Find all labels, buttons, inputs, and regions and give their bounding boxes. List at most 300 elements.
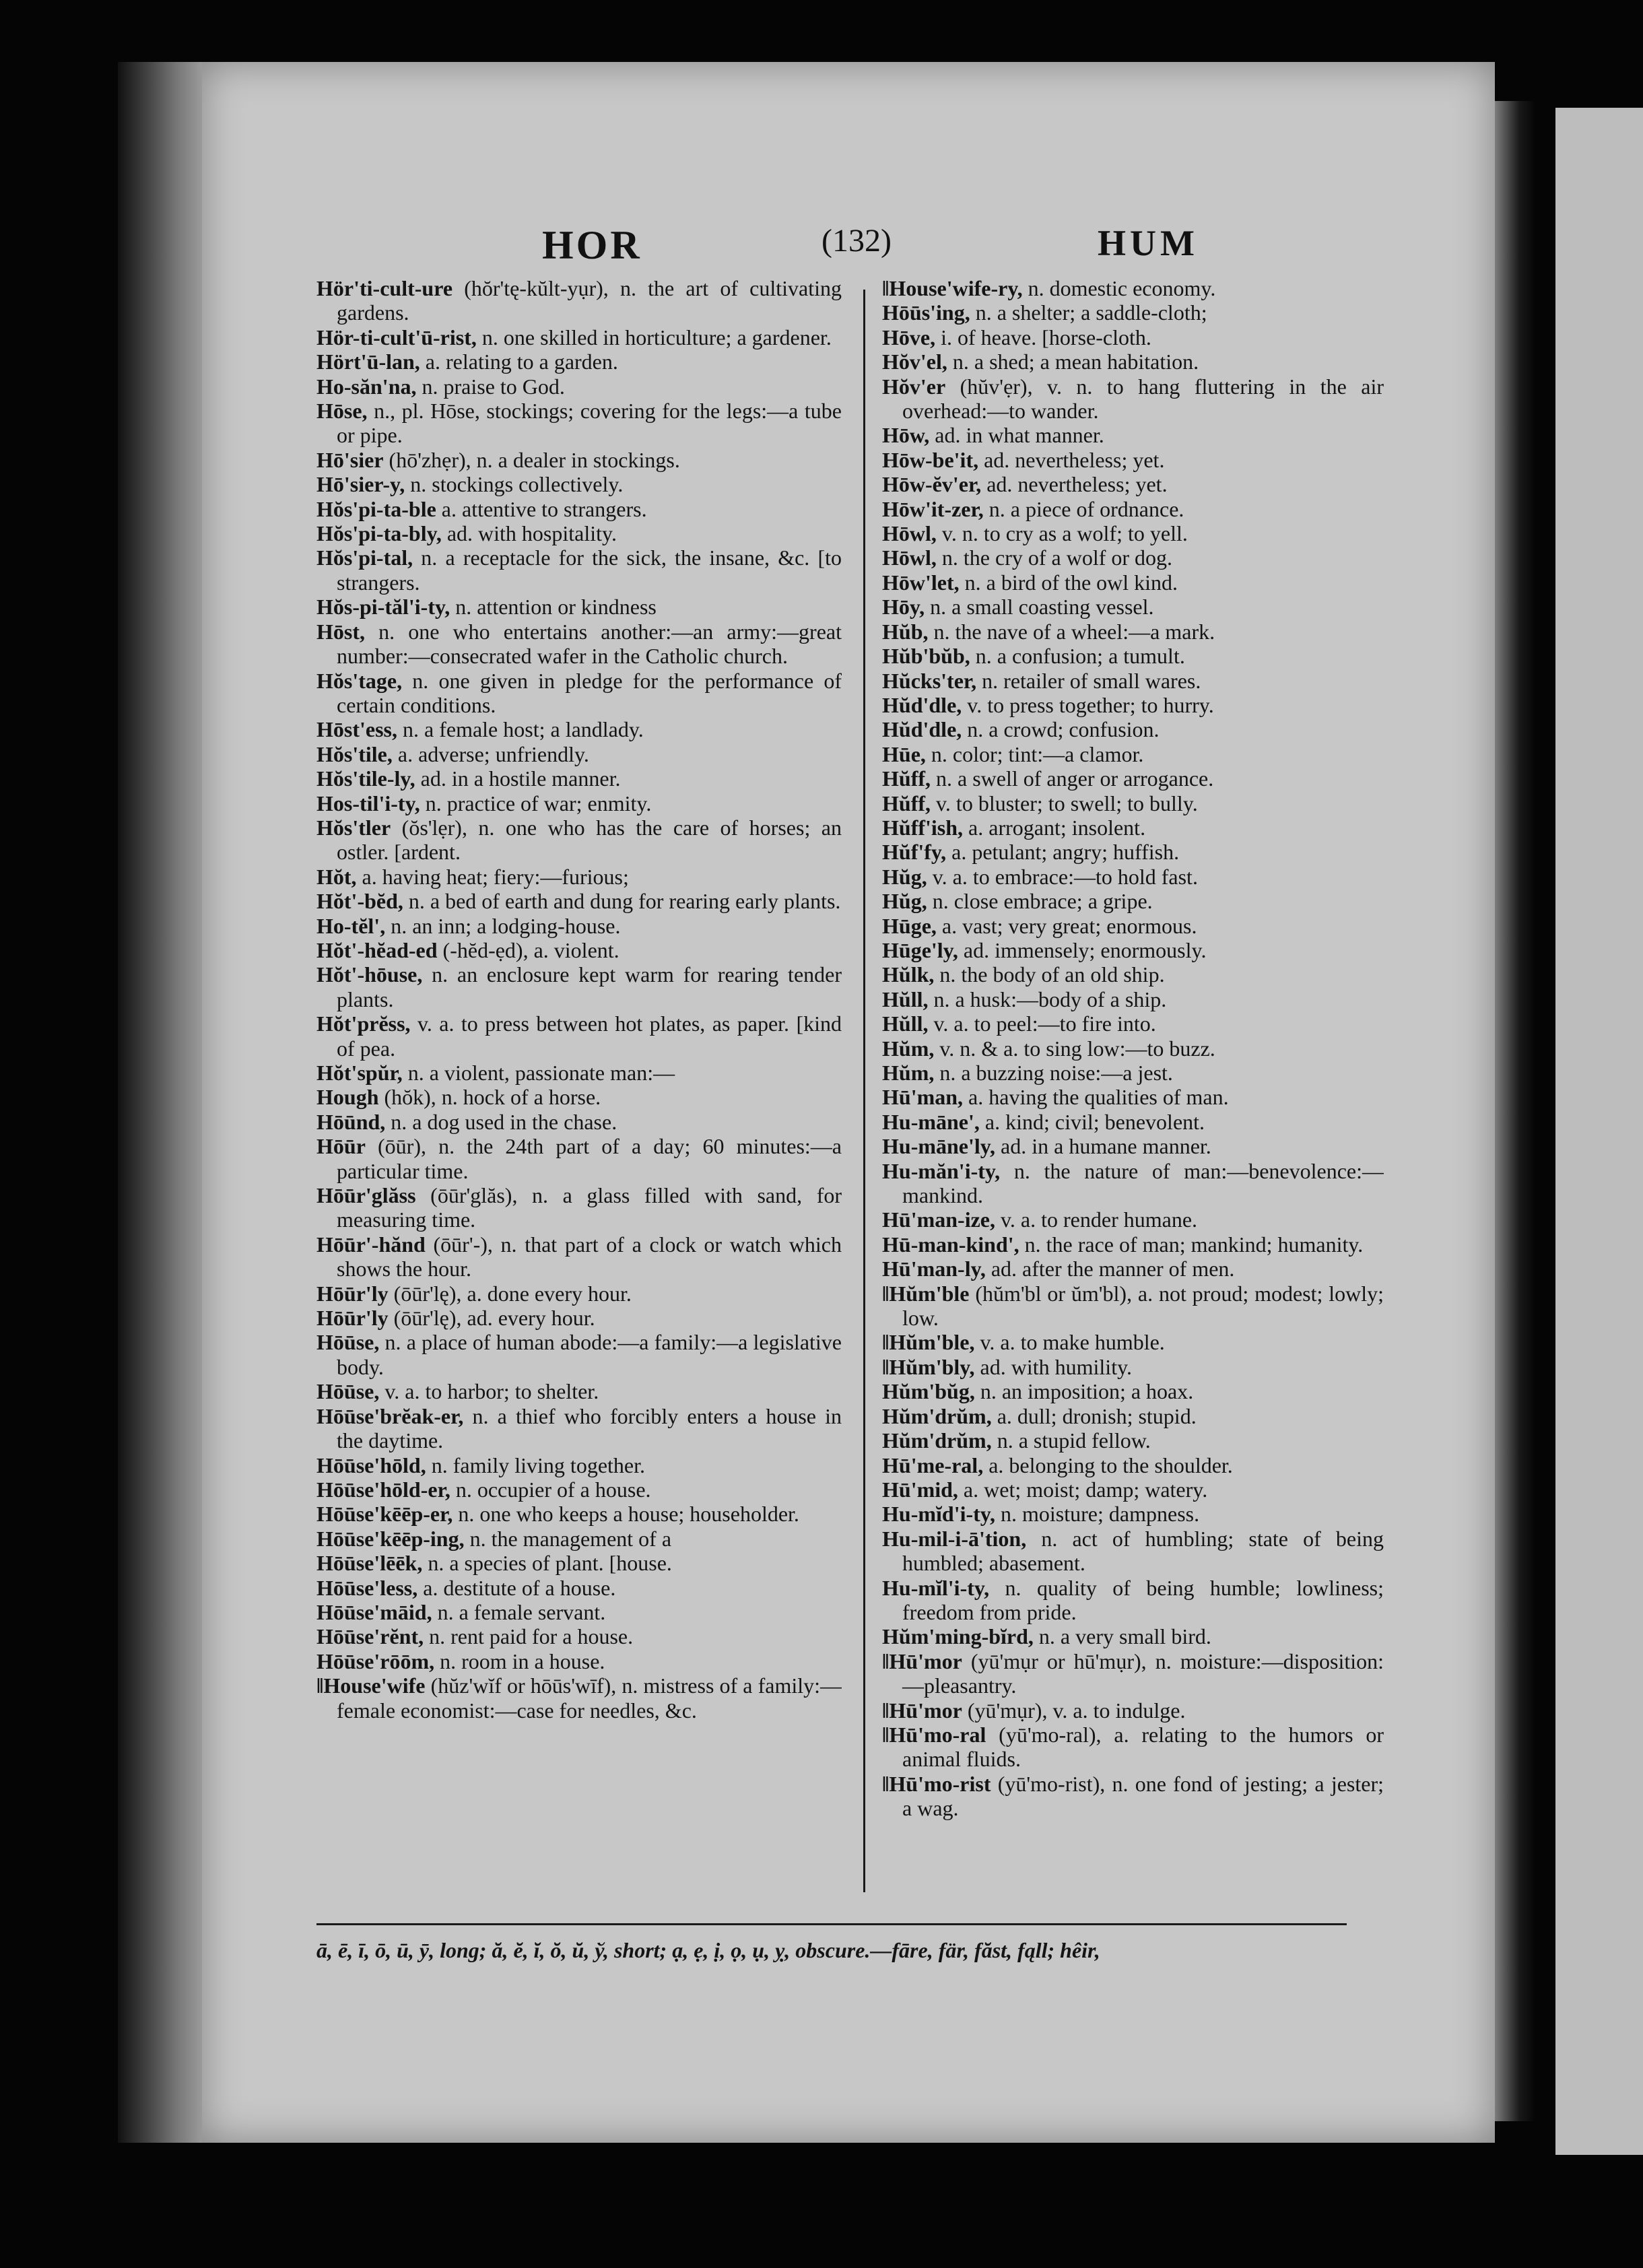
entry-definition: v. a. to press between hot plates, as paper. [kind of pea. (337, 1011, 842, 1061)
entry-headword: Ho-săn'na, (316, 374, 417, 399)
entry-definition: (ōūr'lę), a. done every hour. (393, 1281, 632, 1306)
dictionary-entry (316, 325, 842, 349)
adjacent-page (1555, 108, 1643, 2155)
entry-headword: ‖Hŭm'ble, (882, 1330, 975, 1355)
entry-headword: Hŭf'fy, (882, 840, 947, 865)
entry-definition: n. an inn; a lodging-house. (391, 913, 621, 938)
dictionary-entry (316, 889, 842, 913)
dictionary-entry (882, 1257, 1384, 1281)
entry-headword: Hō'sier-y, (316, 472, 405, 497)
entry-headword: Hŭm'bŭg, (882, 1379, 975, 1404)
entry-headword: Hŏs'tile-ly, (316, 766, 415, 791)
entry-definition: a. arrogant; insolent. (968, 815, 1146, 840)
entry-definition: a. vast; very great; enormous. (941, 913, 1197, 938)
entry-definition: ad. after the manner of men. (991, 1257, 1235, 1281)
dictionary-entry (882, 276, 1384, 300)
entry-definition: v. a. to render humane. (1000, 1207, 1198, 1232)
entry-headword: Hōūse'brĕak-er, (316, 1403, 464, 1428)
entry-headword: Hört'ū-lan, (316, 349, 420, 374)
entry-definition: v. a. to embrace:—to hold fast. (932, 864, 1198, 889)
entry-definition: (yū'mo-rist), n. one fond of jesting; a jester; a wag. (902, 1771, 1384, 1821)
dictionary-entry (882, 1281, 1384, 1331)
entry-definition: ad. nevertheless; yet. (984, 447, 1165, 472)
dictionary-entry (882, 497, 1384, 521)
entry-headword: Hŏt'spŭr, (316, 1061, 403, 1085)
entry-definition: n. practice of war; enmity. (425, 791, 652, 815)
dictionary-entry (316, 497, 842, 521)
dictionary-entry (882, 889, 1384, 913)
dictionary-entry (316, 1232, 842, 1281)
right-column (882, 276, 1384, 1906)
entry-definition: n. one given in pledge for the performance of certain conditions. (337, 668, 842, 717)
entry-definition: n. a confusion; a tumult. (975, 644, 1185, 669)
entry-headword: Hōūse'lēēk, (316, 1551, 423, 1576)
entry-headword: Hūge'ly, (882, 937, 958, 962)
entry-headword: Hŭm, (882, 1061, 935, 1085)
entry-definition: n. stockings collectively. (410, 472, 624, 497)
dictionary-entry (882, 1110, 1384, 1134)
entry-definition: n. retailer of small wares. (982, 668, 1201, 693)
entry-definition: n. a very small bird. (1038, 1624, 1211, 1649)
dictionary-entry (316, 620, 842, 669)
entry-definition: (hŏk), n. hock of a horse. (384, 1085, 601, 1110)
entry-definition: n. a crowd; confusion. (967, 717, 1160, 742)
entry-headword: Hōūse, (316, 1379, 380, 1404)
dictionary-entry (882, 987, 1384, 1011)
entry-definition: ad. in a humane manner. (1001, 1134, 1211, 1159)
entry-headword: Ho-tĕl', (316, 913, 386, 938)
entry-headword: Hōūr'-hănd (316, 1232, 426, 1257)
dictionary-entry (316, 962, 842, 1011)
entry-headword: Hōūse'rōōm, (316, 1648, 435, 1673)
dictionary-entry (316, 1576, 842, 1600)
entry-definition: n. the body of an old ship. (939, 962, 1165, 987)
entry-definition: (yū'mụr or hū'mụr), n. moisture:—disposition:—pleasantry. (902, 1648, 1384, 1698)
entry-definition: a. dull; dronish; stupid. (997, 1403, 1197, 1428)
book-spine (118, 62, 202, 2143)
entry-headword: Hŭb'bŭb, (882, 644, 970, 669)
entry-definition: a. relating to a garden. (425, 349, 618, 374)
entry-headword: ‖House'wife-ry, (882, 276, 1023, 300)
dictionary-entry (316, 1502, 842, 1526)
dictionary-entry (316, 1110, 842, 1134)
entry-headword: Hŭlk, (882, 962, 935, 987)
entry-definition: n. a swell of anger or arrogance. (936, 766, 1214, 791)
dictionary-entry (882, 1453, 1384, 1477)
entry-definition: n. a shed; a mean habitation. (952, 349, 1199, 374)
entry-definition: ad. with hospitality. (446, 521, 617, 546)
entry-definition: (yū'mo-ral), a. relating to the humors or animal fluids. (902, 1722, 1384, 1772)
dictionary-entry (316, 865, 842, 889)
dictionary-entry (882, 1527, 1384, 1576)
entry-headword: Hū'man-ly, (882, 1257, 986, 1281)
entry-headword: ‖Hū'mo-ral (882, 1722, 986, 1747)
entry-definition: n. one skilled in horticulture; a gardener. (481, 325, 832, 349)
entry-headword: Hŏt'-hĕad-ed (316, 937, 438, 962)
dictionary-entry (316, 938, 842, 962)
dictionary-entry (882, 742, 1384, 766)
entry-definition: v. n. to cry as a wolf; to yell. (941, 521, 1188, 546)
entry-headword: Hŭb, (882, 619, 929, 644)
entry-headword: Hōw, (882, 423, 930, 448)
entry-headword: Hör'ti-cult-ure (316, 276, 453, 300)
dictionary-entry (316, 399, 842, 448)
dictionary-entry (882, 570, 1384, 595)
entry-definition: a. belonging to the shoulder. (988, 1453, 1233, 1477)
dictionary-entry (316, 276, 842, 325)
entry-headword: Hōūse, (316, 1330, 380, 1355)
entry-definition: n. a place of human abode:—a family:—a legislative body. (337, 1330, 842, 1379)
entry-definition: n. a bird of the owl kind. (964, 570, 1178, 595)
entry-definition: (ōūr'-), n. that part of a clock or watch which shows the hour. (337, 1232, 842, 1281)
entry-headword: Hōūr'glăss (316, 1183, 416, 1208)
dictionary-entry (882, 693, 1384, 717)
entry-definition: n. moisture; dampness. (1001, 1502, 1200, 1527)
dictionary-entry (316, 1649, 842, 1673)
entry-headword: Hū'man-ize, (882, 1207, 995, 1232)
dictionary-entry (882, 1011, 1384, 1036)
entry-definition: (yū'mụr), v. a. to indulge. (967, 1698, 1186, 1723)
entry-headword: Hŭll, (882, 987, 929, 1011)
pronunciation-key: ā, ē, ī, ō, ū, ȳ, long; ă, ĕ, ĭ, ŏ, ŭ, ў, short; ạ, ẹ, ị, ọ, ụ, ỵ, obscure.—fāre, fär, făst, fąll; hêir, (316, 1938, 1100, 1962)
entry-definition: n. a small coasting vessel. (930, 595, 1154, 620)
entry-definition: n. occupier of a house. (455, 1477, 651, 1502)
dictionary-entry (316, 1061, 842, 1085)
dictionary-entry (882, 865, 1384, 889)
dictionary-entry (882, 472, 1384, 496)
entry-headword: Hŭm'drŭm, (882, 1403, 992, 1428)
dictionary-entry (316, 595, 842, 619)
entry-definition: ad. in what manner. (935, 423, 1104, 448)
entry-headword: Hŭg, (882, 889, 927, 914)
dictionary-entry (882, 1134, 1384, 1158)
entry-definition: n. a female host; a landlady. (403, 717, 644, 742)
dictionary-entry (882, 644, 1384, 668)
entry-definition: n. a thief who forcibly enters a house in the daytime. (337, 1403, 842, 1453)
dictionary-entry (316, 1011, 842, 1061)
entry-headword: Hōūse'hōld, (316, 1453, 426, 1477)
entry-headword: Hŭm, (882, 1036, 935, 1061)
entry-definition: (-hĕd-ẹd), a. violent. (442, 937, 619, 962)
entry-headword: ‖Hŭm'ble (882, 1281, 970, 1306)
entry-headword: Hŏs'pi-ta-bly, (316, 521, 442, 546)
dictionary-entry (882, 1428, 1384, 1453)
dictionary-entry (882, 938, 1384, 962)
entry-definition: (hŏr'tę-kŭlt-yụr), n. the art of cultivating gardens. (337, 276, 842, 325)
dictionary-entry (316, 1330, 842, 1379)
entry-headword: Hŏs'tile, (316, 741, 393, 766)
entry-headword: Hō'sier (316, 447, 384, 472)
entry-headword: Hŭd'dle, (882, 717, 962, 742)
entry-definition: n. act of humbling; state of being humbled; abasement. (902, 1526, 1384, 1576)
entry-definition: (ōūr'lę), ad. every hour. (393, 1306, 595, 1331)
dictionary-entry (316, 1551, 842, 1575)
entry-headword: Hŭff'ish, (882, 815, 964, 840)
dictionary-entry (882, 1772, 1384, 1821)
entry-definition: a. wet; moist; damp; watery. (963, 1477, 1208, 1502)
entry-headword: Hŏv'er (882, 374, 946, 399)
entry-headword: ‖Hŭm'bly, (882, 1354, 975, 1379)
entry-definition: n. rent paid for a house. (429, 1624, 634, 1649)
entry-headword: Hu-mĭd'i-ty, (882, 1502, 996, 1527)
entry-definition: a. having the qualities of man. (968, 1085, 1229, 1110)
footer-rule (316, 1923, 1347, 1925)
running-head-left: HOR (542, 223, 642, 267)
entry-headword: Hōūr (316, 1134, 366, 1159)
dictionary-entry (882, 1624, 1384, 1648)
dictionary-entry (316, 669, 842, 718)
dictionary-entry (882, 1649, 1384, 1698)
dictionary-entry (882, 1159, 1384, 1208)
dictionary-entry (316, 1453, 842, 1477)
entry-headword: Hōūse'rĕnt, (316, 1624, 424, 1649)
entry-definition: v. to press together; to hurry. (967, 692, 1214, 717)
entry-headword: Hör-ti-cult'ū-rist, (316, 325, 477, 349)
entry-definition: v. to bluster; to swell; to bully. (936, 791, 1198, 815)
entry-headword: Hŏs'tler (316, 815, 391, 840)
entry-definition: a. destitute of a house. (423, 1575, 616, 1600)
entry-headword: Hōwl, (882, 521, 937, 546)
dictionary-entry (882, 545, 1384, 570)
dictionary-entry (882, 1698, 1384, 1723)
entry-definition: (ŏs'lẹr), n. one who has the care of horses; an ostler. [ardent. (337, 815, 842, 865)
dictionary-entry (882, 1355, 1384, 1379)
dictionary-entry (882, 1404, 1384, 1428)
entry-headword: Hōw'let, (882, 570, 960, 595)
dictionary-entry (316, 791, 842, 815)
column-divider (863, 290, 865, 1892)
entry-headword: Hŭcks'ter, (882, 668, 977, 693)
dictionary-entry (316, 1183, 842, 1232)
entry-headword: Hōūnd, (316, 1109, 386, 1134)
entry-definition: n. room in a house. (440, 1648, 605, 1673)
dictionary-entry (882, 717, 1384, 741)
entry-headword: Hŭm'drŭm, (882, 1428, 992, 1453)
dictionary-entry (882, 791, 1384, 815)
entry-headword: Hough (316, 1085, 379, 1110)
dictionary-entry (316, 1404, 842, 1453)
entry-definition: n. an enclosure kept warm for rearing tender plants. (337, 962, 842, 1011)
dictionary-entry (316, 1477, 842, 1502)
entry-headword: Hŏv'el, (882, 349, 947, 374)
dictionary-entry (882, 962, 1384, 987)
dictionary-entry (882, 423, 1384, 447)
entry-headword: Hōw-ĕv'er, (882, 472, 982, 497)
entry-definition: n. one who entertains another:—an army:—great number:—consecrated wafer in the Catholic church. (337, 619, 842, 669)
entry-headword: Hŭff, (882, 791, 931, 815)
dictionary-entry (316, 1600, 842, 1624)
dictionary-entry (316, 472, 842, 496)
dictionary-entry (882, 1036, 1384, 1061)
dictionary-entry (316, 815, 842, 865)
dictionary-entry (316, 349, 842, 374)
dictionary-entry (316, 1306, 842, 1330)
entry-definition: ad. immensely; enormously. (963, 937, 1207, 962)
entry-headword: Hōse, (316, 399, 368, 424)
entry-headword: Hŏt'-hōuse, (316, 962, 423, 987)
entry-headword: Hŭd'dle, (882, 692, 962, 717)
dictionary-entry (316, 1624, 842, 1648)
entry-definition: i. of heave. [horse-cloth. (941, 325, 1151, 349)
entry-headword: Hōw'it-zer, (882, 496, 984, 521)
entry-headword: Hōw-be'it, (882, 447, 979, 472)
entry-headword: Hōūse'kēēp-ing, (316, 1526, 465, 1551)
entry-headword: Hōy, (882, 595, 925, 620)
dictionary-entry (316, 742, 842, 766)
entry-definition: n. an imposition; a hoax. (980, 1379, 1194, 1404)
entry-definition: n. a buzzing noise:—a jest. (939, 1061, 1173, 1085)
entry-definition: v. a. to make humble. (980, 1330, 1165, 1355)
dictionary-entry (882, 521, 1384, 545)
dictionary-entry (316, 448, 842, 472)
dictionary-entry (882, 1061, 1384, 1085)
entry-definition: n. a piece of ordnance. (988, 496, 1184, 521)
entry-definition: n. one who keeps a house; householder. (458, 1502, 799, 1527)
entry-headword: ‖Hū'mor (882, 1648, 962, 1673)
page-number: (132) (822, 223, 892, 259)
entry-headword: Hu-mĭl'i-ty, (882, 1575, 990, 1600)
entry-definition: n. a husk:—body of a ship. (933, 987, 1167, 1011)
entry-headword: Hŭll, (882, 1011, 929, 1036)
entry-definition: n. color; tint:—a clamor. (931, 741, 1144, 766)
entry-definition: ad. in a hostile manner. (420, 766, 621, 791)
entry-headword: Hōst, (316, 619, 365, 644)
entry-headword: Hōūse'hōld-er, (316, 1477, 450, 1502)
running-head-right: HUM (1098, 223, 1199, 263)
entry-headword: Hu-māne', (882, 1109, 980, 1134)
dictionary-entry (882, 1723, 1384, 1772)
entry-definition: n. the nature of man:—benevolence:—mankind. (902, 1158, 1384, 1208)
entry-definition: (hŭv'ẹr), v. n. to hang fluttering in the air overhead:—to wander. (902, 374, 1384, 424)
entry-headword: Hŏs-pi-tăl'i-ty, (316, 595, 450, 620)
entry-headword: Hū-man-kind', (882, 1232, 1019, 1257)
entry-definition: n. praise to God. (422, 374, 565, 399)
entry-definition: (ōūr), n. the 24th part of a day; 60 minutes:—a particular time. (337, 1134, 842, 1183)
dictionary-entry (882, 1232, 1384, 1257)
entry-definition: ad. with humility. (980, 1354, 1132, 1379)
entry-headword: ‖Hū'mor (882, 1698, 962, 1723)
entry-headword: Hu-mil-i-ā'tion, (882, 1526, 1027, 1551)
entry-headword: Hōūse'kēēp-er, (316, 1502, 453, 1527)
left-column (316, 276, 842, 1906)
entry-headword: Hŏs'pi-ta-ble (316, 496, 436, 521)
entry-definition: (hō'zhẹr), n. a dealer in stockings. (389, 447, 680, 472)
entry-definition: n. close embrace; a gripe. (932, 889, 1153, 914)
entry-definition: a. adverse; unfriendly. (397, 741, 589, 766)
entry-definition: a. attentive to strangers. (441, 496, 647, 521)
dictionary-entry (882, 914, 1384, 938)
entry-headword: Hŏs'pi-tal, (316, 545, 413, 570)
dictionary-entry (316, 1085, 842, 1109)
entry-definition: n. quality of being humble; lowliness; freedom from pride. (902, 1575, 1384, 1624)
entry-headword: Hŭm'ming-bĭrd, (882, 1624, 1034, 1649)
entry-definition: a. having heat; fiery:—furious; (362, 864, 629, 889)
dictionary-entry (316, 717, 842, 741)
entry-headword: Hŭff, (882, 766, 931, 791)
entry-definition: n. a violent, passionate man:— (407, 1061, 675, 1085)
dictionary-entry (882, 349, 1384, 374)
entry-headword: Hŏt'prĕss, (316, 1011, 411, 1036)
dictionary-entry (316, 1379, 842, 1403)
page-gutter (1495, 101, 1535, 2121)
dictionary-entry (882, 325, 1384, 349)
entry-definition: v. n. & a. to sing low:—to buzz. (939, 1036, 1215, 1061)
entry-definition: (hŭm'bl or ŭm'bl), a. not proud; modest; lowly; low. (902, 1281, 1384, 1331)
dictionary-entry (882, 1379, 1384, 1403)
entry-definition: n. a bed of earth and dung for rearing early plants. (408, 889, 841, 914)
entry-definition: n. attention or kindness (455, 595, 657, 620)
dictionary-entry (316, 914, 842, 938)
dictionary-entry (882, 620, 1384, 644)
entry-definition: n. domestic economy. (1028, 276, 1216, 300)
dictionary-entry (316, 1134, 842, 1183)
entry-headword: Hōve, (882, 325, 936, 349)
dictionary-entry (882, 840, 1384, 864)
dictionary-entry (882, 1085, 1384, 1109)
dictionary-entry (882, 1576, 1384, 1625)
entry-headword: Hūge, (882, 913, 937, 938)
entry-headword: Hū'mid, (882, 1477, 958, 1502)
entry-definition: n. a female servant. (437, 1599, 606, 1624)
dictionary-entry (882, 1502, 1384, 1526)
entry-headword: Hū'man, (882, 1085, 964, 1110)
entry-headword: Hŏt, (316, 864, 357, 889)
entry-headword: Hōūr'ly (316, 1306, 389, 1331)
dictionary-entry (316, 545, 842, 595)
entry-headword: Hōwl, (882, 545, 937, 570)
dictionary-entry (882, 669, 1384, 693)
dictionary-entry (882, 595, 1384, 619)
entry-definition: n. a species of plant. [house. (428, 1551, 672, 1576)
entry-headword: Hu-măn'i-ty, (882, 1158, 1001, 1183)
entry-definition: a. kind; civil; benevolent. (984, 1109, 1205, 1134)
dictionary-entry (882, 815, 1384, 840)
entry-definition: v. a. to harbor; to shelter. (384, 1379, 599, 1404)
entry-definition: (hŭz'wĭf or hōūs'wīf), n. mistress of a family:—female economist:—case for needles, &c. (337, 1673, 842, 1723)
entry-headword: Hos-til'i-ty, (316, 791, 420, 815)
entry-definition: (ōūr'glăs), n. a glass filled with sand, for measuring time. (337, 1183, 842, 1232)
entry-headword: Hōūse'less, (316, 1575, 418, 1600)
dictionary-entry (882, 1330, 1384, 1354)
dictionary-entry (882, 300, 1384, 325)
entry-definition: n. the race of man; mankind; humanity. (1024, 1232, 1364, 1257)
entry-headword: ‖House'wife (316, 1673, 426, 1698)
entry-headword: Hōst'ess, (316, 717, 397, 742)
entry-definition: a. petulant; angry; huffish. (951, 840, 1180, 865)
dictionary-entry (316, 374, 842, 399)
entry-headword: Hŏt'-bĕd, (316, 889, 403, 914)
dictionary-entry (316, 1281, 842, 1306)
entry-headword: Hu-māne'ly, (882, 1134, 996, 1159)
entry-headword: Hōūse'māid, (316, 1599, 432, 1624)
entry-definition: n. the nave of a wheel:—a mark. (933, 619, 1215, 644)
dictionary-entry (316, 1527, 842, 1551)
entry-definition: n. a receptacle for the sick, the insane, &c. [to strangers. (337, 545, 842, 595)
entry-definition: v. a. to peel:—to fire into. (933, 1011, 1156, 1036)
entry-definition: n. a dog used in the chase. (391, 1109, 617, 1134)
dictionary-entry (882, 1207, 1384, 1232)
entry-definition: ad. nevertheless; yet. (986, 472, 1168, 497)
entry-headword: Hū'me-ral, (882, 1453, 984, 1477)
entry-headword: Hŭg, (882, 864, 927, 889)
dictionary-entry (316, 1673, 842, 1723)
dictionary-entry (316, 766, 842, 791)
dictionary-entry (882, 374, 1384, 424)
dictionary-entry (882, 766, 1384, 791)
entry-definition: n. the management of a (469, 1526, 672, 1551)
entry-headword: Hūe, (882, 741, 926, 766)
dictionary-entry (882, 448, 1384, 472)
